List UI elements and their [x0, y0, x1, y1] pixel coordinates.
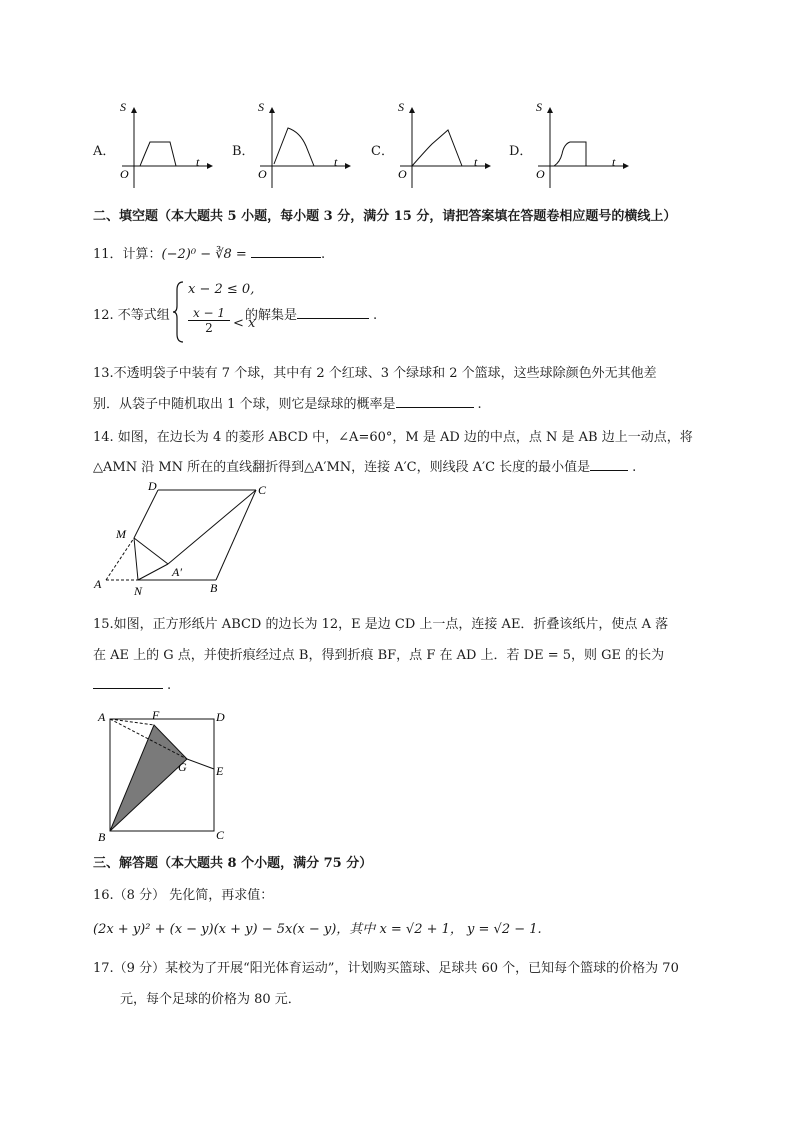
q12-brace [173, 280, 185, 344]
origin-label-b: O [258, 167, 267, 181]
q12-inequality-2-rest: < x [233, 316, 256, 331]
q14-label-a: A [94, 577, 102, 591]
q12-fraction-numerator: x − 1 [188, 306, 230, 321]
axis-t-label-c: t [474, 155, 478, 169]
graph-a [112, 98, 222, 193]
q14-label-m: M [116, 527, 126, 541]
q11-label: 11．计算： [93, 247, 162, 262]
graph-b [250, 98, 360, 193]
q11-end: . [320, 247, 326, 262]
q12-inequality-1: x − 2 ≤ 0, [188, 282, 255, 297]
q14-rhombus-figure [88, 480, 288, 600]
option-letter-c: C． [371, 144, 394, 159]
q15-label-d: D [216, 710, 225, 724]
q15-line-1: 15.如图，正方形纸片 ABCD 的边长为 12，E 是边 CD 上一点，连接 AE．折叠该纸片，使点 A 落 [93, 617, 669, 632]
q15-label-f: F [152, 708, 160, 722]
axis-s-label-b: S [258, 100, 264, 114]
axis-s-label-d: S [536, 100, 542, 114]
q14-label-b: B [210, 581, 218, 595]
q14-label-a-prime: A′ [172, 565, 182, 579]
origin-label-c: O [398, 167, 407, 181]
q15-line-3: . [93, 676, 171, 693]
question-11 [93, 243, 325, 262]
option-letter-b: B． [232, 144, 255, 159]
q14-line-2: △AMN 沿 MN 所在的直线翻折得到△A′MN，连接 A′C，则线段 A′C 长度的最小值是 . [93, 460, 637, 475]
q16-line-1: 16.（8 分） 先化简，再求值： [93, 888, 274, 903]
q15-label-e: E [216, 764, 224, 778]
q14-line-1: 14. 如图，在边长为 4 的菱形 ABCD 中，∠A=60°，M 是 AD 边的中点，点 N 是 AB 边上一动点，将 [93, 430, 693, 445]
q14-label-c: C [258, 483, 267, 497]
axis-t-label-d: t [612, 155, 616, 169]
axis-t-label-b: t [334, 155, 338, 169]
q14-label-d: D [148, 480, 157, 493]
q14-answer-blank[interactable] [590, 458, 628, 471]
q11-expression: (−2)⁰ − ∛8 = [161, 247, 247, 262]
graph-c [390, 98, 500, 193]
q13-answer-blank[interactable] [396, 395, 474, 408]
q12-fraction-denominator: 2 [205, 321, 213, 335]
q15-label-b: B [98, 830, 106, 844]
axis-s-label-a: S [120, 100, 126, 114]
axis-s-label-c: S [398, 100, 404, 114]
q15-square-figure [92, 705, 242, 845]
q12-label: 12. 不等式组 [93, 308, 170, 323]
q12-answer-blank[interactable] [297, 306, 369, 319]
option-letter-d: D． [509, 144, 533, 159]
option-graphs [88, 98, 728, 193]
origin-label-d: O [536, 167, 545, 181]
q15-label-c: C [216, 828, 225, 842]
q15-label-g: G [178, 760, 187, 774]
q11-answer-blank[interactable] [251, 245, 321, 258]
q16-line-2: (2x + y)² + (x − y)(x + y) − 5x(x − y)，其中 x = √2 + 1， y = √2 − 1. [93, 922, 542, 937]
q17-line-1: 17.（9 分）某校为了开展“阳光体育运动”，计划购买篮球、足球共 60 个，已知每个篮球的价格为 70 [93, 961, 679, 976]
q17-line-2: 元，每个足球的价格为 80 元． [120, 992, 301, 1007]
origin-label-a: O [120, 167, 129, 181]
q14-label-n: N [134, 584, 143, 598]
question-12 [93, 278, 493, 348]
section-3-title: 三、解答题（本大题共 8 个小题，满分 75 分） [93, 856, 373, 871]
q13-line-1: 13.不透明袋子中装有 7 个球，其中有 2 个红球、3 个绿球和 2 个篮球，这些球除颜色外无其他差 [93, 366, 657, 381]
q15-answer-blank[interactable] [93, 676, 163, 689]
option-letter-a: A． [93, 144, 116, 159]
section-2-title: 二、填空题（本大题共 5 小题，每小题 3 分，满分 15 分，请把答案填在答题卷相应题号的横线上） [93, 209, 677, 224]
graph-d [528, 98, 638, 193]
q12-fraction [188, 306, 230, 335]
axis-t-label-a: t [196, 155, 200, 169]
q13-line-2: 别．从袋子中随机取出 1 个球，则它是绿球的概率是 . [93, 397, 482, 412]
q12-text: 的解集是 . [245, 308, 378, 323]
q15-label-a: A [98, 710, 106, 724]
q15-line-2: 在 AE 上的 G 点，并使折痕经过点 B，得到折痕 BF，点 F 在 AD 上．若 DE = 5，则 GE 的长为 [93, 648, 665, 663]
